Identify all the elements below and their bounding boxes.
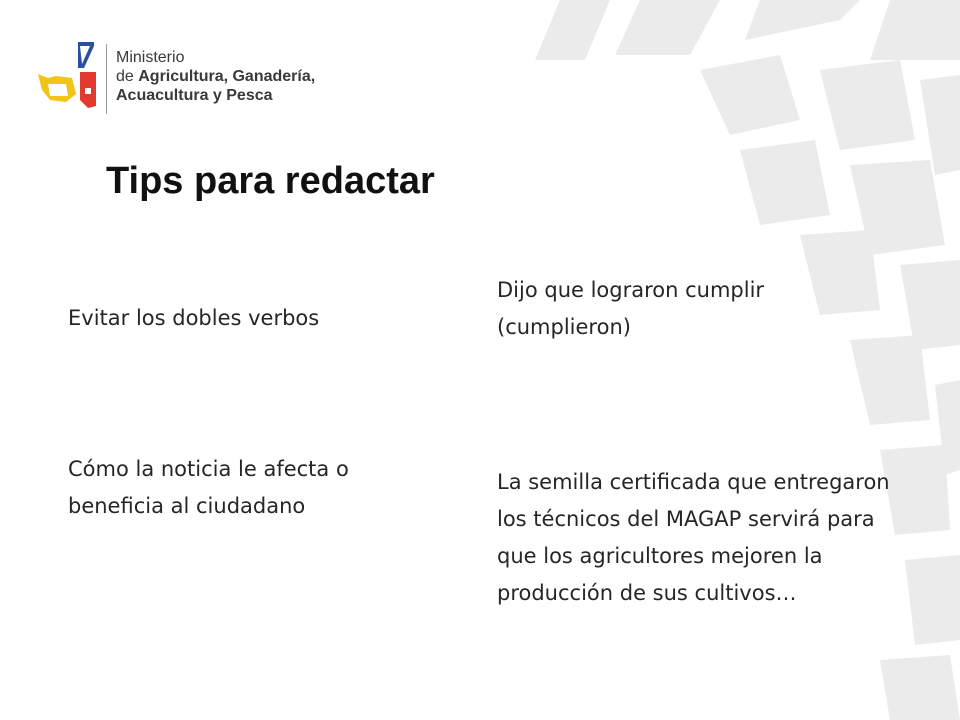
tip-label: Evitar los dobles verbos <box>68 306 320 330</box>
tip-label: Cómo la noticia le afecta o beneficia al ciudadano <box>68 457 349 518</box>
pattern-tile <box>700 55 800 135</box>
pattern-tile <box>745 0 860 40</box>
ministry-emblem-icon <box>36 38 106 114</box>
ministry-name-line2-strong: Agricultura, Ganadería, <box>138 68 316 85</box>
ministry-name-line2-prefix: de <box>116 68 139 85</box>
pattern-tile <box>850 335 930 425</box>
slide-title: Tips para redactar <box>106 160 435 202</box>
ministry-name-line2 <box>116 67 315 86</box>
pattern-tile <box>905 555 960 645</box>
pattern-tile <box>615 0 720 55</box>
pattern-tile <box>820 60 915 150</box>
tip-example: La semilla certificada que entregaron los técnicos del MAGAP servirá para que los agricultores mejoren la producción de sus cultivos… <box>497 470 890 605</box>
pattern-tile <box>535 0 610 60</box>
ministry-name-line1: Ministerio <box>116 49 185 66</box>
pattern-tile <box>870 0 960 60</box>
pattern-tile <box>920 75 960 175</box>
ministry-logo <box>36 38 326 118</box>
tip-example: Dijo que lograron cumplir (cumplieron) <box>497 278 765 339</box>
pattern-tile <box>740 140 830 225</box>
ministry-name-line3: Acuacultura y Pesca <box>116 87 273 104</box>
ministry-name <box>116 48 315 105</box>
pattern-tile <box>880 655 960 720</box>
logo-divider <box>106 44 107 114</box>
